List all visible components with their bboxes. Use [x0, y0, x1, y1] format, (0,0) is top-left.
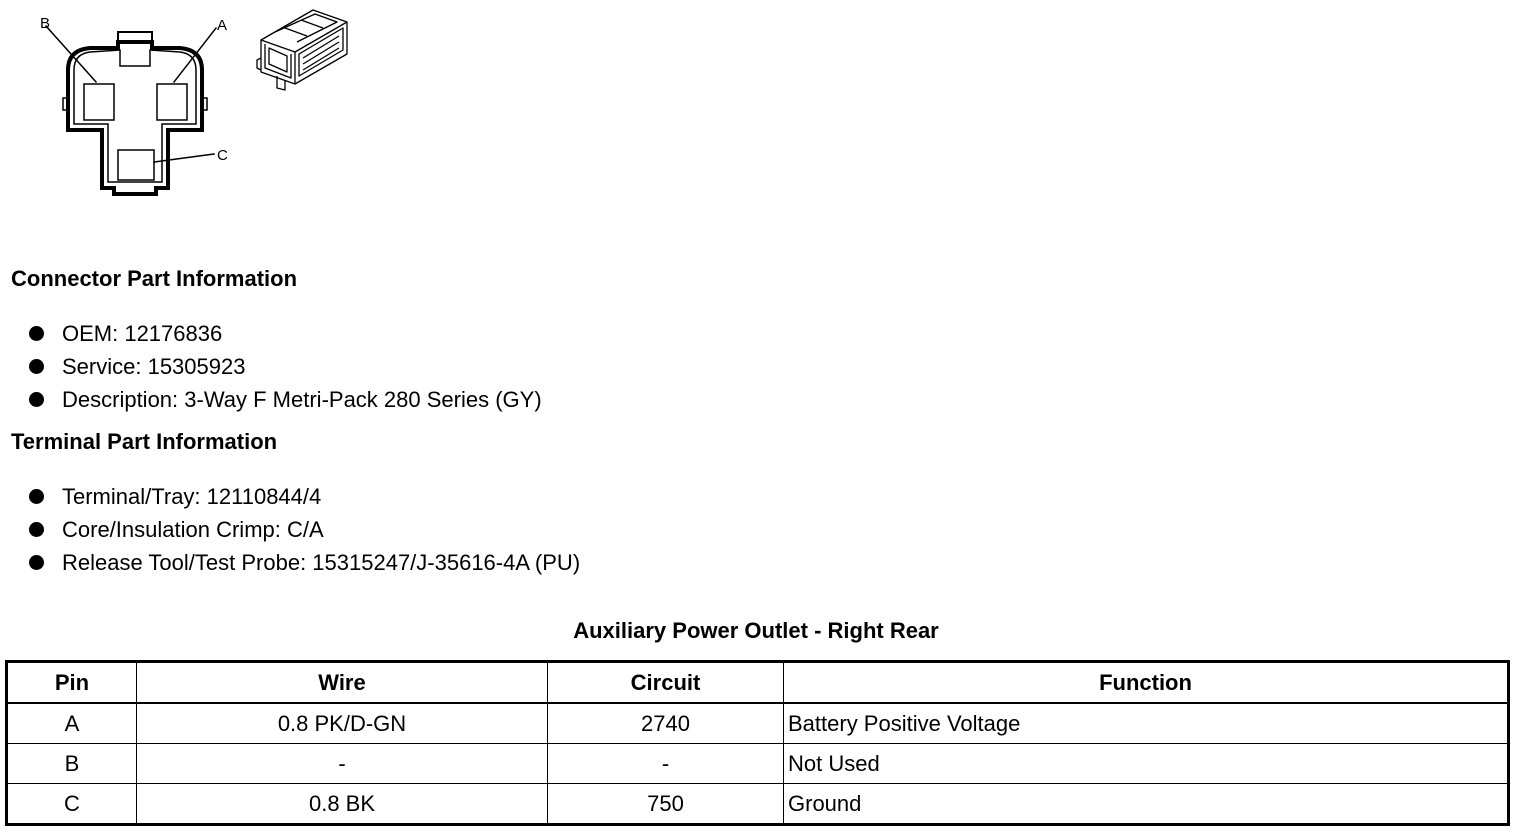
- header-wire: Wire: [137, 662, 548, 704]
- bullet-icon: [29, 326, 44, 341]
- connector-description: Description: 3-Way F Metri-Pack 280 Series (GY): [62, 387, 542, 412]
- terminal-info-list: [0, 480, 580, 579]
- connector-info-list: [0, 317, 542, 416]
- cell-wire: 0.8 PK/D-GN: [137, 703, 548, 744]
- table-row: [7, 744, 1509, 784]
- cell-pin: C: [7, 784, 137, 825]
- cavity-a: [157, 84, 187, 120]
- terminal-crimp: Core/Insulation Crimp: C/A: [62, 517, 324, 542]
- pin-table: [5, 660, 1510, 826]
- pin-label-b: B: [40, 15, 51, 32]
- cell-pin: A: [7, 703, 137, 744]
- connector-info-heading: Connector Part Information: [11, 266, 298, 291]
- cell-function: Battery Positive Voltage: [784, 703, 1509, 744]
- right-nub: [202, 98, 207, 110]
- bullet-icon: [29, 359, 44, 374]
- list-item: [0, 383, 542, 416]
- header-pin: Pin: [7, 662, 137, 704]
- leader-c: [154, 154, 214, 162]
- connector-service: Service: 15305923: [62, 354, 246, 379]
- cell-circuit: 750: [548, 784, 784, 825]
- list-item: [0, 480, 580, 513]
- leader-b: [46, 26, 96, 82]
- cavity-b: [84, 84, 114, 120]
- cavity-c: [118, 150, 154, 180]
- table-row: [7, 703, 1509, 744]
- leader-a: [174, 28, 216, 82]
- cell-wire: 0.8 BK: [137, 784, 548, 825]
- header-function: Function: [784, 662, 1509, 704]
- cell-wire: -: [137, 744, 548, 784]
- pin-label-a: A: [217, 17, 228, 34]
- table-title: Auxiliary Power Outlet - Right Rear: [573, 618, 939, 643]
- bullet-icon: [29, 522, 44, 537]
- cell-circuit: -: [548, 744, 784, 784]
- connector-oem: OEM: 12176836: [62, 321, 223, 346]
- header-circuit: Circuit: [548, 662, 784, 704]
- connector-outline: [68, 42, 202, 194]
- cell-circuit: 2740: [548, 703, 784, 744]
- bullet-icon: [29, 555, 44, 570]
- list-item: [0, 513, 580, 546]
- table-row: [7, 784, 1509, 825]
- cell-function: Ground: [784, 784, 1509, 825]
- left-nub: [63, 98, 68, 110]
- bullet-icon: [29, 489, 44, 504]
- cell-function: Not Used: [784, 744, 1509, 784]
- terminal-info-heading: Terminal Part Information: [11, 429, 278, 454]
- bullet-icon: [29, 392, 44, 407]
- list-item: [0, 546, 580, 579]
- connector-inner-outline: [74, 50, 196, 182]
- connector-face-diagram: [30, 8, 235, 203]
- cell-pin: B: [7, 744, 137, 784]
- terminal-tray: Terminal/Tray: 12110844/4: [62, 484, 322, 509]
- table-header-row: [7, 662, 1509, 704]
- list-item: [0, 350, 542, 383]
- terminal-release-tool: Release Tool/Test Probe: 15315247/J-35616-4A (PU): [62, 550, 581, 575]
- pin-label-c: C: [217, 147, 228, 164]
- list-item: [0, 317, 542, 350]
- connector-isometric-view: [255, 2, 355, 92]
